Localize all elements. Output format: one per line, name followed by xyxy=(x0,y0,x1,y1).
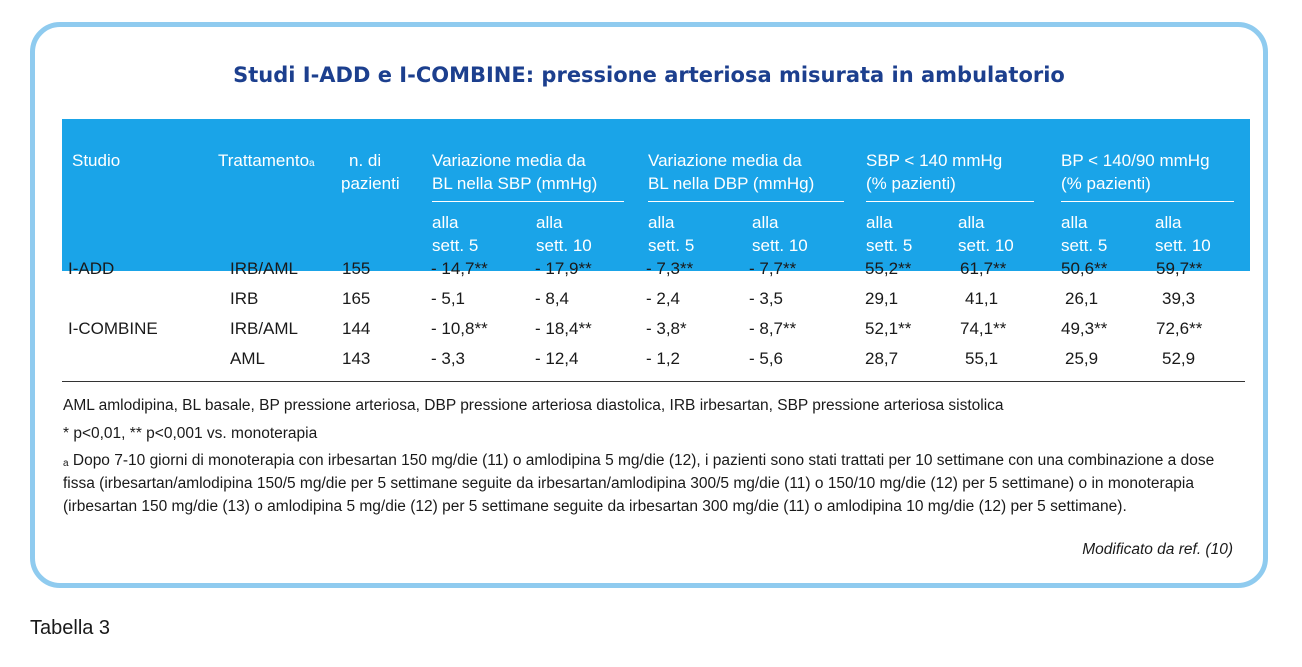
subheader-alla: alla xyxy=(958,213,985,232)
cell-dbp-w5: - 2,4 xyxy=(646,289,681,308)
cell-n: 155 xyxy=(342,259,371,278)
cell-trattamento: AML xyxy=(230,349,265,368)
header-rule-sbp-target xyxy=(866,201,1034,202)
cell-sbp-target-w10: 55,1 xyxy=(965,349,999,368)
header-rule-dbp xyxy=(648,201,844,202)
header-rule-bp-target xyxy=(1061,201,1234,202)
subheader-alla: alla xyxy=(1155,213,1182,232)
footnote-marker: a xyxy=(63,458,69,469)
header-trattamento-sup: a xyxy=(309,158,315,169)
subheader-alla: alla xyxy=(432,213,459,232)
cell-n: 165 xyxy=(342,289,371,308)
header-sbp-target-line1: SBP < 140 mmHg xyxy=(866,151,1003,170)
subheader-sett10: sett. 10 xyxy=(536,236,592,255)
cell-dbp-w5: - 1,2 xyxy=(646,349,681,368)
cell-bp-target-w10: 59,7** xyxy=(1156,259,1203,278)
cell-sbp-target-w5: 52,1** xyxy=(865,319,912,338)
cell-bp-target-w5: 25,9 xyxy=(1065,349,1099,368)
cell-sbp-w10: - 17,9** xyxy=(535,259,592,278)
significance-note: * p<0,01, ** p<0,001 vs. monoterapia xyxy=(63,425,318,442)
cell-dbp-w5: - 7,3** xyxy=(646,259,694,278)
cell-bp-target-w10: 52,9 xyxy=(1162,349,1196,368)
cell-sbp-target-w10: 41,1 xyxy=(965,289,999,308)
cell-sbp-target-w5: 55,2** xyxy=(865,259,912,278)
header-var-sbp-line1: Variazione media da xyxy=(432,151,586,170)
cell-sbp-w5: - 3,3 xyxy=(431,349,466,368)
cell-sbp-w10: - 12,4 xyxy=(535,349,579,368)
cell-sbp-target-w5: 29,1 xyxy=(865,289,899,308)
cell-dbp-w10: - 8,7** xyxy=(749,319,797,338)
subheader-alla: alla xyxy=(752,213,779,232)
subheader-alla: alla xyxy=(1061,213,1088,232)
table-header xyxy=(62,119,1250,271)
cell-dbp-w10: - 7,7** xyxy=(749,259,797,278)
cell-sbp-target-w5: 28,7 xyxy=(865,349,899,368)
header-rule-sbp xyxy=(432,201,624,202)
cell-sbp-w10: - 18,4** xyxy=(535,319,592,338)
cell-dbp-w10: - 5,6 xyxy=(749,349,784,368)
table-title: Studi I-ADD e I-COMBINE: pressione arteriosa misurata in ambulatorio xyxy=(233,63,1065,87)
cell-studio: I-ADD xyxy=(68,259,115,278)
table-frame xyxy=(30,22,1268,588)
subheader-alla: alla xyxy=(648,213,675,232)
cell-sbp-w5: - 5,1 xyxy=(431,289,466,308)
subheader-sett5: sett. 5 xyxy=(432,236,479,255)
table-caption: Tabella 3 xyxy=(30,617,111,639)
header-var-sbp-line2: BL nella SBP (mmHg) xyxy=(432,174,598,193)
subheader-alla: alla xyxy=(536,213,563,232)
header-var-dbp-line1: Variazione media da xyxy=(648,151,802,170)
cell-dbp-w5: - 3,8* xyxy=(646,319,687,338)
header-bp-target-line1: BP < 140/90 mmHg xyxy=(1061,151,1210,170)
cell-sbp-target-w10: 61,7** xyxy=(960,259,1007,278)
header-trattamento: Trattamento$^a$ xyxy=(218,151,315,170)
header-var-dbp-line2: BL nella DBP (mmHg) xyxy=(648,174,815,193)
cell-sbp-w5: - 10,8** xyxy=(431,319,488,338)
table-bottom-rule xyxy=(62,381,1245,382)
cell-trattamento: IRB xyxy=(230,289,259,308)
cell-bp-target-w5: 26,1 xyxy=(1065,289,1099,308)
cell-trattamento: IRB/AML xyxy=(230,319,299,338)
subheader-alla: alla xyxy=(866,213,893,232)
cell-n: 143 xyxy=(342,349,371,368)
subheader-sett5: sett. 5 xyxy=(866,236,913,255)
header-studio: Studio xyxy=(72,151,121,170)
cell-sbp-w10: - 8,4 xyxy=(535,289,570,308)
cell-bp-target-w10: 72,6** xyxy=(1156,319,1203,338)
footnote xyxy=(63,449,1245,518)
subheader-sett10: sett. 10 xyxy=(958,236,1014,255)
subheader-sett10: sett. 10 xyxy=(1155,236,1211,255)
cell-bp-target-w10: 39,3 xyxy=(1162,289,1196,308)
cell-dbp-w10: - 3,5 xyxy=(749,289,784,308)
cell-studio: I-COMBINE xyxy=(68,319,158,338)
footnote-text: Dopo 7-10 giorni di monoterapia con irbesartan 150 mg/die (11) o amlodipina 5 mg/die (12), i pazienti sono stati trattati per 10 settimane con una combinazione a dose fissa (irbesartan/amlodipina 150/5 mg/die per 5 settimane seguite da irbesartan/amlodipina 300/5 mg/die (11) o 150/10 mg/die (12) per 5 settimane) o in monoterapia (irbesartan 150 mg/die (13) o amlodipina 5 mg/die (12) per 5 settimane seguite da irbesartan 300 mg/die (11) o amlodipina 10 mg/die (12) per 5 settimane). xyxy=(63,452,1215,515)
subheader-sett5: sett. 5 xyxy=(1061,236,1108,255)
cell-trattamento: IRB/AML xyxy=(230,259,299,278)
cell-n: 144 xyxy=(342,319,371,338)
abbreviations-note: AML amlodipina, BL basale, BP pressione arteriosa, DBP pressione arteriosa diastolica, IRB irbesartan, SBP pressione arteriosa sistolica xyxy=(63,397,1004,414)
cell-bp-target-w5: 50,6** xyxy=(1061,259,1108,278)
subheader-sett10: sett. 10 xyxy=(752,236,808,255)
header-sbp-target-line2: (% pazienti) xyxy=(866,174,956,193)
source-credit: Modificato da ref. (10) xyxy=(1082,541,1233,558)
cell-sbp-w5: - 14,7** xyxy=(431,259,488,278)
header-n-pazienti-line1: n. di xyxy=(349,151,382,170)
cell-bp-target-w5: 49,3** xyxy=(1061,319,1108,338)
cell-sbp-target-w10: 74,1** xyxy=(960,319,1007,338)
subheader-sett5: sett. 5 xyxy=(648,236,695,255)
header-n-pazienti-line2: pazienti xyxy=(341,174,400,193)
header-bp-target-line2: (% pazienti) xyxy=(1061,174,1151,193)
